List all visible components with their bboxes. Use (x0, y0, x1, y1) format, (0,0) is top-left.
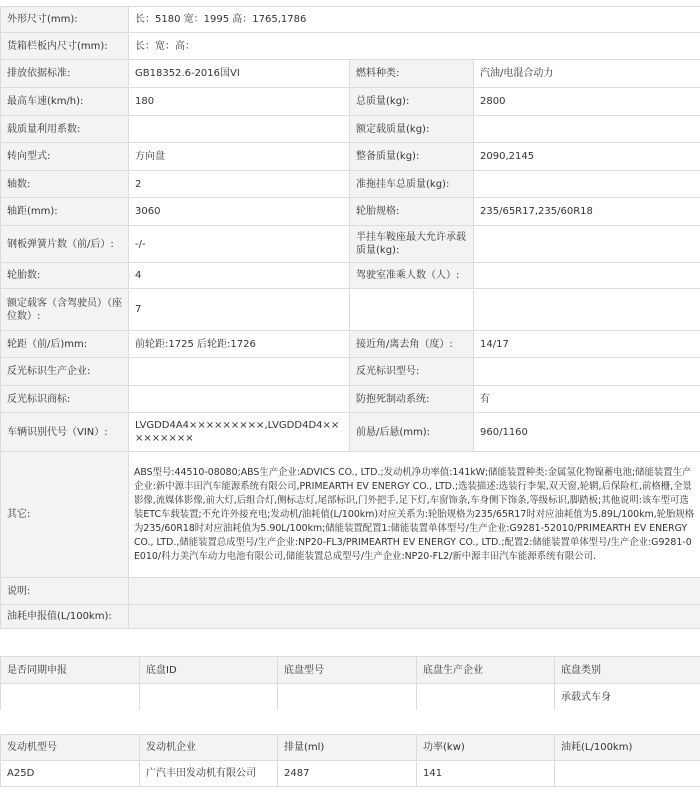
spec-value: -/- (129, 226, 350, 263)
spec-label: 燃料种类: (350, 60, 474, 88)
spec-value: 960/1160 (474, 413, 700, 452)
spec-value (474, 289, 700, 331)
engine-header-cell: 排量(ml) (278, 735, 417, 761)
engine-header-row (1, 735, 700, 761)
spec-label: 准拖挂车总质量(kg): (350, 171, 474, 198)
engine-cell (555, 761, 700, 787)
spec-value: 有 (474, 386, 700, 413)
spec-value: GB18352.6-2016国VI (129, 60, 350, 88)
chassis-cell (417, 684, 555, 711)
spec-row (1, 88, 700, 116)
spec-row (1, 198, 700, 226)
chassis-header-cell: 底盘类别 (555, 657, 700, 684)
fuel-value (129, 605, 700, 629)
spec-label: 轮胎数: (1, 263, 129, 289)
spec-value (474, 171, 700, 198)
engine-data-row (1, 761, 700, 787)
engine-cell: 广汽丰田发动机有限公司 (140, 761, 278, 787)
spec-value: 长：5180 宽：1995 高：1765,1786 (129, 7, 700, 33)
section-gap (0, 710, 700, 734)
chassis-header-cell: 底盘生产企业 (417, 657, 555, 684)
spec-value: 14/17 (474, 331, 700, 358)
spec-label: 驾驶室准乘人数（人）: (350, 263, 474, 289)
spec-value (474, 358, 700, 386)
spec-value: 2 (129, 171, 350, 198)
spec-label: 轴数: (1, 171, 129, 198)
section-gap (0, 632, 700, 656)
spec-label: 额定载客（含驾驶员）（座位数）: (1, 289, 129, 331)
spec-label: 整备质量(kg): (350, 143, 474, 171)
vin-value: LVGDD4A4×××××××××,LVGDD4D4××××××××× (129, 413, 350, 452)
spec-value: 长：宽：高： (129, 33, 700, 60)
spec-row (1, 171, 700, 198)
spec-label: 反光标识生产企业: (1, 358, 129, 386)
spec-value: 汽油/电混合动力 (474, 60, 700, 88)
spec-label: 轮距（前/后)mm: (1, 331, 129, 358)
engine-cell: A25D (1, 761, 140, 787)
spec-row (1, 358, 700, 386)
spec-row-cargo-box (1, 33, 700, 60)
spec-value: 7 (129, 289, 350, 331)
engine-table (0, 734, 700, 787)
spec-row (1, 60, 700, 88)
spec-label: 转向型式: (1, 143, 129, 171)
spec-label: 轮胎规格: (350, 198, 474, 226)
spec-label: 轴距(mm): (1, 198, 129, 226)
spec-label: 总质量(kg): (350, 88, 474, 116)
chassis-header-cell: 是否同期申报 (1, 657, 140, 684)
chassis-header-cell: 底盘ID (140, 657, 278, 684)
chassis-data-row (1, 684, 700, 711)
spec-row-remark (1, 578, 700, 605)
other-value: ABS型号:44510-08080;ABS生产企业:ADVICS CO., LTD.;发动机净功率值:141kW;储能装置种类:金属氢化物镍蓄电池;储能装置生产企业:新中源丰田汽车能源系统有限公司,PRIMEARTH EV ENERGY CO., LTD.;选装描述:选装行李架,双天窗,轮辋,后保险杠,前格栅,全景影像,流媒体影像,前大灯,后组合灯,侧标志灯,尾部标识,门外把手,足下灯,车窗饰条,车身侧下饰条,等级标识,脚踏板;其他说明:该车型可选装ETC车载装置;不允许外接充电;发动机/油耗值(L/100km)对应关系为:轮胎规格为235/65R17时对应油耗值为5.89L/100km,轮胎规格为235/60R18时对应油耗值为5.90L/100km;储能装置配置1:储能装置单体型号/生产企业:G9281-52010/PRIMEARTH EV ENERGY CO., LTD.,储能装置总成型号/生产企业:NP20-FL3/PRIMEARTH EV ENERGY CO., LTD.;配置2:储能装置单体型号/生产企业:G9281-0E010/科力美汽车动力电池有限公司,储能装置总成型号/生产企业:NP20-FL2/新中源丰田汽车能源系统有限公司. (129, 452, 700, 578)
spec-value: 2090,2145 (474, 143, 700, 171)
spec-label: 反光标识型号: (350, 358, 474, 386)
spec-label: 反光标识商标: (1, 386, 129, 413)
spec-value (474, 226, 700, 263)
fuel-label: 油耗申报值(L/100km): (1, 605, 129, 629)
spec-value: 2800 (474, 88, 700, 116)
spec-value: 235/65R17,235/60R18 (474, 198, 700, 226)
spec-label: 货箱栏板内尺寸(mm): (1, 33, 129, 60)
spec-label: 防抱死制动系统: (350, 386, 474, 413)
spec-row (1, 226, 700, 263)
spec-row (1, 331, 700, 358)
spec-label (350, 289, 474, 331)
spec-value (129, 386, 350, 413)
spec-value (129, 116, 350, 143)
spec-row (1, 289, 700, 331)
spec-label: 外形尺寸(mm): (1, 7, 129, 33)
engine-cell: 2487 (278, 761, 417, 787)
spec-label: 排放依据标准: (1, 60, 129, 88)
remark-value (129, 578, 700, 605)
chassis-cell (278, 684, 417, 711)
spec-row (1, 386, 700, 413)
vehicle-spec-table (0, 6, 700, 629)
spec-value (474, 263, 700, 289)
spec-row (1, 143, 700, 171)
spec-row (1, 116, 700, 143)
chassis-header-row (1, 657, 700, 684)
engine-header-cell: 油耗(L/100km) (555, 735, 700, 761)
spec-value: 方向盘 (129, 143, 350, 171)
chassis-cell: 承载式车身 (555, 684, 700, 711)
spec-label: 车辆识别代号（VIN）: (1, 413, 129, 452)
spec-label: 半挂车鞍座最大允许承载质量(kg): (350, 226, 474, 263)
spec-label: 接近角/离去角（度）: (350, 331, 474, 358)
spec-value (474, 116, 700, 143)
spec-value: 4 (129, 263, 350, 289)
spec-label: 载质量利用系数: (1, 116, 129, 143)
chassis-table (0, 656, 700, 711)
spec-value: 180 (129, 88, 350, 116)
spec-label: 额定载质量(kg): (350, 116, 474, 143)
chassis-cell (1, 684, 140, 711)
spec-label: 最高车速(km/h): (1, 88, 129, 116)
spec-value (129, 358, 350, 386)
chassis-cell (140, 684, 278, 711)
spec-row-fuel (1, 605, 700, 629)
engine-header-cell: 功率(kw) (417, 735, 555, 761)
remark-label: 说明: (1, 578, 129, 605)
spec-label: 前悬/后悬(mm): (350, 413, 474, 452)
spec-row-vin (1, 413, 700, 452)
spec-row-dimensions (1, 7, 700, 33)
engine-header-cell: 发动机型号 (1, 735, 140, 761)
spec-value: 3060 (129, 198, 350, 226)
engine-cell: 141 (417, 761, 555, 787)
spec-value: 前轮距:1725 后轮距:1726 (129, 331, 350, 358)
engine-header-cell: 发动机企业 (140, 735, 278, 761)
spec-label: 钢板弹簧片数（前/后）: (1, 226, 129, 263)
spec-row-other (1, 452, 700, 578)
other-label: 其它: (1, 452, 129, 578)
chassis-header-cell: 底盘型号 (278, 657, 417, 684)
spec-row (1, 263, 700, 289)
